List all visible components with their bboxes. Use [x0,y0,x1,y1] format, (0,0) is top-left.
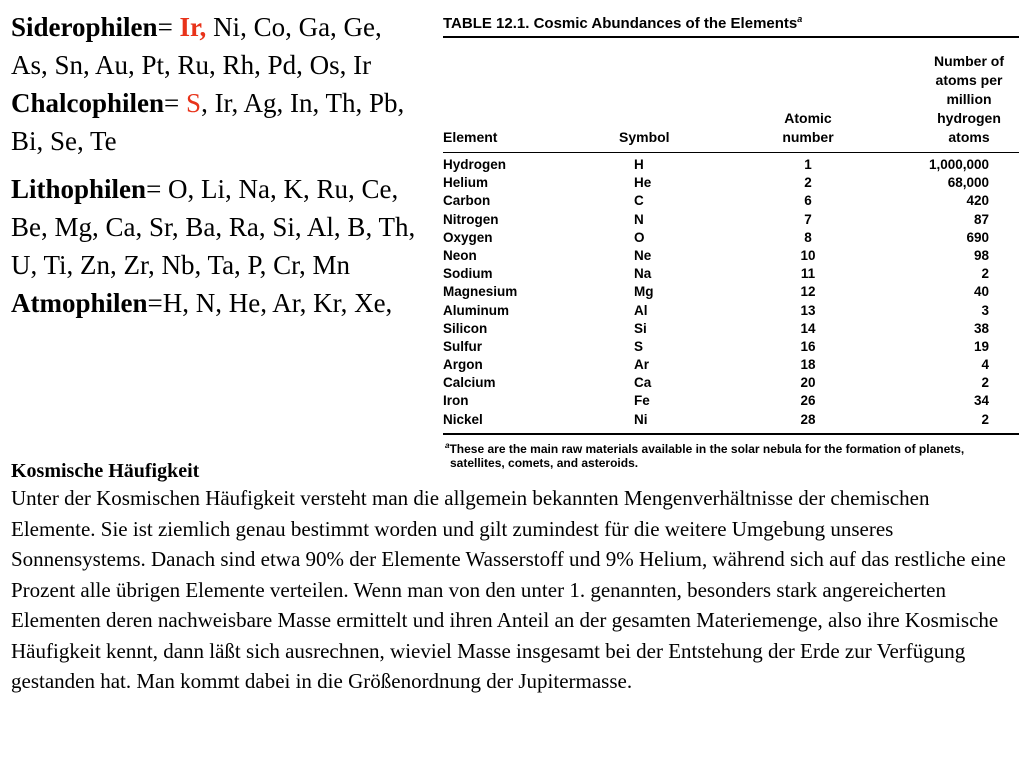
cell-symbol: Ar [634,357,650,373]
table-row [443,247,1019,265]
table-row [443,192,1019,210]
cell-atoms: 4 [981,357,989,373]
cell-element: Oxygen [443,229,493,245]
cell-atoms: 19 [973,338,989,354]
cell-atomic-number: 12 [800,284,816,300]
siderophile-eq: = [157,12,173,42]
cell-atomic-number: 8 [804,229,812,245]
element-groups [11,8,421,322]
cell-atomic-number: 6 [804,193,812,209]
cell-element: Iron [443,393,469,409]
chalcophile-group [11,84,421,160]
header-symbol: Symbol [619,129,670,145]
cell-atomic-number: 7 [804,211,812,227]
header-atoms [917,52,1021,147]
table-row [443,211,1019,229]
cell-atomic-number: 10 [800,247,816,263]
cell-element: Carbon [443,193,491,209]
cell-symbol: H [634,157,644,172]
cell-atoms: 2 [981,411,989,427]
table-row [443,356,1019,374]
cell-atomic-number: 1 [804,157,812,172]
chalcophile-term: Chalcophilen [11,88,165,118]
header-atomic-number-line1: Atomic [784,110,832,126]
table-row [443,265,1019,283]
cell-element: Aluminum [443,302,509,318]
cell-element: Nickel [443,411,483,427]
header-atomic-number-line2: number [782,129,834,145]
table-caption [443,14,1019,32]
cell-element: Nitrogen [443,211,499,227]
footnote-line1: These are the main raw materials available in the solar nebula for the formation of planets, [449,441,965,456]
cell-symbol: Ca [634,375,652,391]
cell-atoms: 2 [981,266,989,282]
footnote-line2: satellites, comets, and asteroids. [450,455,639,470]
cell-atoms: 40 [973,284,989,300]
siderophile-highlight: Ir, [179,12,207,42]
atmophile-eq: = [147,288,163,318]
cell-element: Argon [443,357,483,373]
header-atomic-number [763,109,853,147]
table-row [443,156,1019,174]
cell-atoms: 38 [973,320,989,336]
chalcophile-elements: , Ir, Ag, In, Th, Pb, Bi, Se, Te [11,88,405,156]
table-row [443,174,1019,192]
abundance-table [443,14,1019,470]
atmophile-group [11,284,421,322]
cell-symbol: O [634,229,645,245]
cell-atomic-number: 2 [804,175,812,191]
chalcophile-highlight: S [186,88,202,118]
lithophile-term: Lithophilen [11,174,147,204]
header-atoms-line5: atoms [948,129,990,145]
cell-atomic-number: 14 [800,320,816,336]
caption-footnote-marker: a [797,14,803,24]
table-row [443,302,1019,320]
table-row [443,392,1019,410]
cosmic-abundance-section [11,459,1016,697]
siderophile-term: Siderophilen [11,12,158,42]
cell-atoms: 3 [981,302,989,318]
section-body: Unter der Kosmischen Häufigkeit versteht man die allgemein bekannten Mengenverhältnisse der chemischen Elemente. Sie ist ziemlich genau bestimmt worden und gilt zumindest für die weitere Umgebung unseres Sonnensystems. Danach sind etwa 90% der Elemente Wasserstoff und 9% Helium, während sich auf das restliche eine Prozent alle übrigen Elemente verteilen. Wenn man von den unter 1. genannten, besonders stark angereicherten Elementen deren nachweisbare Masse ermittelt und ihren Anteil an der gesamten Materiemenge, also ihre Kosmische Häufigkeit kennt, dann läßt sich ausrechnen, wieviel Masse insgesamt bei der Entstehung der Erde zur Verfügung gestanden hat. Man kommt dabei in die Größenordnung der Jupitermasse. [11,486,1006,693]
cell-atomic-number: 20 [800,375,816,391]
table-header [443,38,1019,152]
table-body [443,153,1019,433]
cell-element: Sodium [443,266,493,282]
cell-atomic-number: 16 [800,338,816,354]
header-atoms-line2: atoms per [935,72,1003,88]
cell-atoms: 690 [966,229,989,245]
cell-symbol: He [634,175,652,191]
cell-symbol: Na [634,266,652,282]
cell-atoms: 34 [973,393,989,409]
cell-symbol: N [634,211,644,227]
cell-atoms: 87 [973,211,989,227]
cell-atomic-number: 11 [800,266,816,282]
cell-atomic-number: 18 [800,357,816,373]
cell-atoms: 68,000 [947,175,989,191]
table-row [443,411,1019,429]
table-row [443,283,1019,301]
chalcophile-eq: = [164,88,180,118]
header-atoms-line1: Number of [934,53,1004,69]
cell-element: Helium [443,175,489,191]
cell-atomic-number: 26 [800,393,816,409]
cell-atoms: 1,000,000 [928,157,989,172]
table-row [443,374,1019,392]
cell-atomic-number: 28 [800,411,816,427]
cell-element: Calcium [443,375,496,391]
cell-atoms: 420 [966,193,989,209]
cell-symbol: Ne [634,247,652,263]
table-row [443,338,1019,356]
atmophile-elements: H, N, He, Ar, Kr, Xe, [162,288,393,318]
cell-symbol: Ni [634,411,648,427]
footnote-marker: a [445,440,450,450]
cell-symbol: Al [634,302,648,318]
cell-element: Magnesium [443,284,518,300]
table-row [443,229,1019,247]
header-element: Element [443,129,498,145]
cell-symbol: Si [634,320,647,336]
cell-symbol: S [634,338,644,354]
siderophile-elements: Ni, Co, Ga, Ge, As, Sn, Au, Pt, Ru, Rh, Pd, Os, Ir [11,12,382,80]
cell-element: Silicon [443,320,488,336]
cell-symbol: C [634,193,644,209]
header-atoms-line3: million [946,91,992,107]
cell-atoms: 2 [981,375,989,391]
cell-element: Sulfur [443,338,482,354]
atmophile-term: Atmophilen [11,288,148,318]
table-bottom-rule [443,433,1019,435]
table-caption-text: TABLE 12.1. Cosmic Abundances of the Elements [443,15,798,32]
lithophile-elements: O, Li, Na, K, Ru, Ce, Be, Mg, Ca, Sr, Ba, Ra, Si, Al, B, Th, U, Ti, Zn, Zr, Nb, Ta, P, Cr, Mn [11,174,416,280]
cell-element: Neon [443,247,477,263]
cell-atomic-number: 13 [800,302,816,318]
lithophile-eq: = [146,174,162,204]
section-heading: Kosmische Häufigkeit [11,460,200,482]
table-row [443,320,1019,338]
cell-element: Hydrogen [443,157,507,172]
cell-symbol: Fe [634,393,650,409]
siderophile-group [11,8,421,84]
cell-symbol: Mg [634,284,654,300]
lithophile-group [11,170,421,284]
cell-atoms: 98 [973,247,989,263]
header-atoms-line4: hydrogen [937,110,1001,126]
